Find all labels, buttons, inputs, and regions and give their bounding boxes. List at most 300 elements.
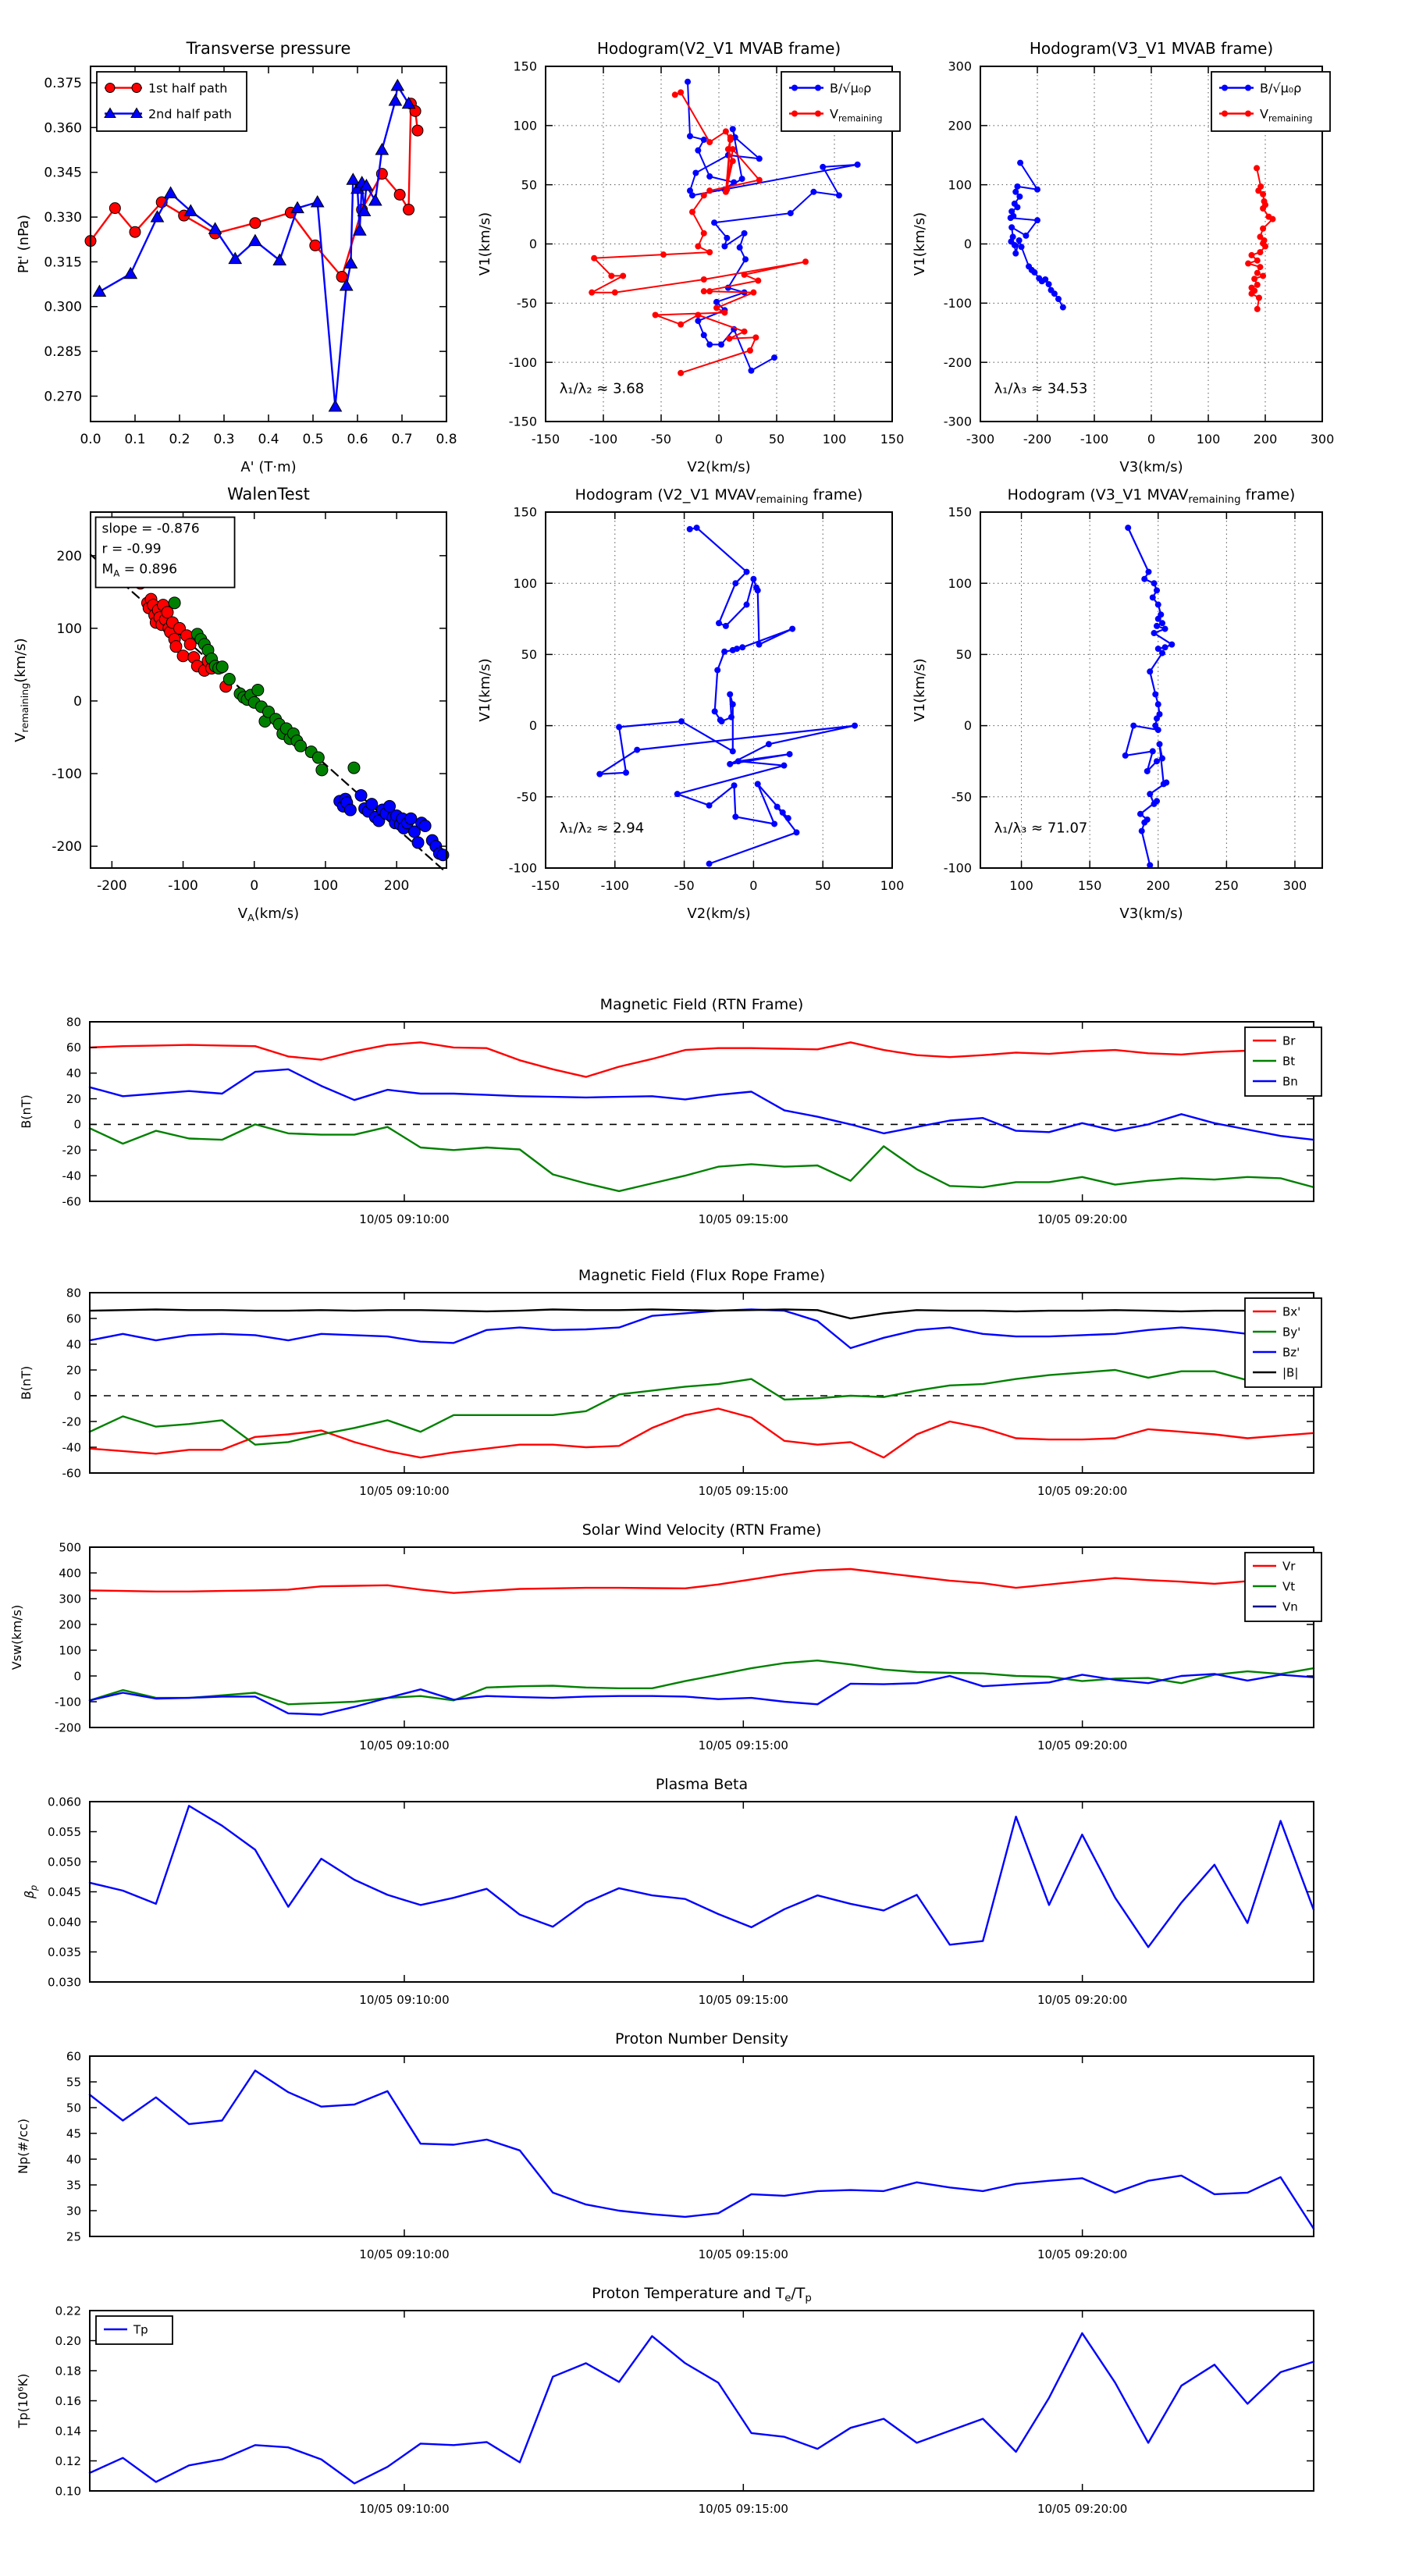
- hodogram_v2_v1_mvab-alfven-speed-marker: [721, 244, 727, 250]
- x-tick-label: 100: [1009, 878, 1033, 893]
- legend-label: Bt: [1282, 1054, 1296, 1069]
- hodogram_v3_v1_mvab-alfven-speed-marker: [1023, 233, 1029, 239]
- axes-frame: [980, 512, 1322, 868]
- hodogram_v2_v1_mvav-v-remaining-marker: [789, 626, 795, 632]
- hodogram_v2_v1_mvab-v-remaining-marker: [730, 158, 736, 164]
- hodogram_v2_v1_mvab-v-remaining-marker: [678, 322, 684, 328]
- y-tick-label: 0: [73, 1389, 81, 1404]
- vsw-legend: [1245, 1553, 1321, 1621]
- hodogram_v2_v1_mvav-v-remaining-marker: [750, 576, 756, 582]
- y-tick-label: 0.285: [44, 344, 82, 361]
- chart-vsw: [8, 1511, 1401, 1784]
- walen_test-middle-third-marker: [316, 764, 328, 776]
- hodogram_v2_v1_mvav-v-remaining-marker: [716, 620, 722, 626]
- x-tick-label: 100: [880, 878, 905, 893]
- hodogram_v2_v1_mvab-v-remaining-marker: [695, 244, 701, 250]
- y-axis-label: Vsw(km/s): [9, 1604, 24, 1670]
- x-tick-label: 0.6: [347, 432, 368, 447]
- hodogram_v3_v1_mvav-v-remaining-marker: [1144, 768, 1151, 774]
- y-tick-label: -100: [508, 354, 537, 370]
- y-tick-label: 0: [73, 693, 82, 710]
- hodogram_v2_v1_mvav-v-remaining-marker: [731, 782, 738, 788]
- y-tick-label: 0.300: [44, 299, 82, 315]
- y-axis-label: $\beta_p$: [22, 1884, 39, 1899]
- y-tick-label: 80: [66, 1015, 81, 1030]
- hodogram_v2_v1_mvav-v-remaining-marker: [774, 804, 781, 810]
- walen_test-last-third-marker: [419, 820, 431, 832]
- hodogram_v2_v1_mvav-v-remaining-marker: [727, 761, 733, 767]
- y-tick-label: -40: [62, 1169, 81, 1183]
- walen_test-middle-third-marker: [216, 661, 228, 673]
- x-tick-label: 10/05 09:10:00: [359, 2247, 450, 2261]
- hodogram_v3_v1_mvab-annotation: λ₁/λ₃ ≈ 34.53: [994, 380, 1088, 397]
- hodogram_v2_v1_mvab-v-remaining-marker: [701, 230, 707, 237]
- tp-legend: [96, 2316, 173, 2344]
- hodogram_v3_v1_mvav-v-remaining-marker: [1159, 756, 1165, 762]
- hodogram_v2_v1_mvab-v-remaining-marker: [660, 251, 667, 258]
- hodogram_v3_v1_mvab-v-remaining-marker: [1254, 258, 1261, 264]
- hodogram_v3_v1_mvab-svg: [902, 16, 1338, 498]
- b_rtn-series-Br: [90, 1042, 1314, 1076]
- x-tick-label: 0.4: [258, 432, 279, 447]
- x-tick-label: 0.2: [169, 432, 190, 447]
- x-tick-label: 300: [1310, 432, 1335, 447]
- hodogram_v2_v1_mvab-alfven-speed-marker: [855, 162, 861, 168]
- walen_test-last-third-marker: [405, 813, 417, 824]
- hodogram_v2_v1_mvab-v-remaining-marker: [701, 192, 707, 198]
- legend-label: B/√μ₀ρ: [830, 80, 872, 96]
- y-tick-label: -150: [508, 414, 537, 429]
- y-tick-label: 40: [66, 1066, 81, 1080]
- hodogram_v2_v1_mvav-v-remaining-marker: [852, 723, 858, 729]
- hodogram_v2_v1_mvab-alfven-speed-marker: [713, 299, 720, 305]
- y-tick-label: 0.345: [44, 165, 82, 181]
- hodogram_v2_v1_mvab-v-remaining-marker: [612, 290, 618, 296]
- y-tick-label: 0: [528, 237, 537, 252]
- legend-marker: [815, 85, 821, 91]
- chart-title: Magnetic Field (Flux Rope Frame): [578, 1267, 826, 1284]
- b_rtn-legend: [1245, 1027, 1321, 1096]
- transverse_pressure-first-half-path-marker: [412, 125, 423, 136]
- hodogram_v2_v1_mvav-v-remaining-marker: [744, 602, 750, 608]
- y-axis-label: V1(km/s): [477, 658, 493, 722]
- hodogram_v2_v1_mvab-v-remaining-marker: [706, 249, 713, 255]
- legend-label: Br: [1282, 1034, 1296, 1048]
- y-tick-label: 200: [948, 118, 972, 133]
- x-axis-label: V3(km/s): [1119, 906, 1183, 922]
- legend-marker: [1245, 85, 1251, 91]
- y-tick-label: 30: [66, 2204, 81, 2218]
- x-tick-label: 200: [1253, 432, 1278, 447]
- y-tick-label: -100: [52, 766, 82, 782]
- y-tick-label: 35: [66, 2178, 81, 2193]
- x-tick-label: 100: [312, 878, 339, 894]
- hodogram_v2_v1_mvab-v-remaining-marker: [756, 177, 763, 183]
- y-tick-label: -20: [62, 1143, 81, 1158]
- hodogram_v3_v1_mvav-v-remaining-marker: [1147, 668, 1153, 674]
- transverse_pressure-first-half-path-marker: [394, 189, 405, 200]
- legend-marker: [791, 111, 798, 117]
- y-axis-label: Pt' (nPa): [16, 214, 32, 274]
- chart-title: Hodogram (V2_V1 $MVAV_{remaining}$ frame): [574, 486, 863, 506]
- hodogram_v3_v1_mvab-v-remaining-marker: [1248, 290, 1254, 297]
- hodogram_v2_v1_mvab-series-v-remaining: [592, 92, 806, 372]
- hodogram_v2_v1_mvab-v-remaining-marker: [608, 272, 614, 279]
- x-tick-label: 100: [1196, 432, 1221, 447]
- y-tick-label: 60: [66, 2049, 81, 2064]
- hodogram_v3_v1_mvab-v-remaining-marker: [1248, 252, 1254, 258]
- y-tick-label: 100: [56, 621, 82, 637]
- hodogram_v3_v1_mvab-v-remaining-marker: [1269, 216, 1275, 222]
- x-tick-label: 200: [383, 878, 410, 894]
- y-tick-label: -100: [508, 860, 537, 876]
- transverse_pressure-second-half-path-marker: [389, 94, 401, 105]
- chart-title: Solar Wind Velocity (RTN Frame): [582, 1521, 822, 1539]
- x-tick-label: 0: [714, 432, 724, 447]
- y-tick-label: 60: [66, 1041, 81, 1055]
- x-tick-label: -200: [1023, 432, 1052, 447]
- y-tick-label: -300: [943, 414, 972, 429]
- y-tick-label: 150: [948, 504, 972, 520]
- y-tick-label: 0.12: [55, 2453, 81, 2468]
- hodogram_v2_v1_mvab-v-remaining-marker: [727, 134, 734, 141]
- walen_test-svg: [12, 462, 462, 945]
- y-axis-label: B(nT): [19, 1094, 34, 1129]
- y-tick-label: -100: [943, 860, 972, 876]
- b_fluxrope-svg: [8, 1257, 1401, 1529]
- y-tick-label: 0: [73, 1117, 81, 1132]
- hodogram_v2_v1_mvab-v-remaining-marker: [701, 288, 707, 294]
- hodogram_v3_v1_mvav-v-remaining-marker: [1147, 791, 1153, 797]
- hodogram_v2_v1_mvab-v-remaining-marker: [752, 334, 759, 340]
- y-axis-label: V1(km/s): [477, 212, 493, 276]
- x-tick-label: -150: [531, 432, 560, 447]
- hodogram_v2_v1_mvav-v-remaining-marker: [714, 667, 720, 673]
- hodogram_v2_v1_mvav-v-remaining-marker: [719, 718, 725, 724]
- walen_test-middle-third-marker: [169, 597, 180, 609]
- chart-title: Hodogram (V3_V1 $MVAV_{remaining}$ frame): [1007, 486, 1296, 506]
- hodogram_v2_v1_mvav-v-remaining-marker: [732, 813, 738, 820]
- hodogram_v2_v1_mvav-v-remaining-marker: [785, 815, 791, 821]
- y-tick-label: 0.16: [55, 2393, 81, 2408]
- hodogram_v2_v1_mvab-v-remaining-marker: [724, 187, 730, 193]
- x-axis-label: $V_A(km/s)$: [237, 906, 300, 923]
- hodogram_v3_v1_mvav-svg: [902, 462, 1338, 945]
- hodogram_v2_v1_mvab-v-remaining-marker: [802, 258, 809, 265]
- hodogram_v3_v1_mvav-v-remaining-marker: [1168, 642, 1175, 648]
- x-axis-label: A' (T·m): [240, 459, 297, 475]
- hodogram_v2_v1_mvav-annotation: λ₁/λ₂ ≈ 2.94: [559, 820, 645, 837]
- y-tick-label: 60: [66, 1311, 81, 1326]
- hodogram_v2_v1_mvav-v-remaining-marker: [780, 809, 786, 816]
- legend-marker: [1222, 111, 1228, 117]
- hodogram_v2_v1_mvav-v-remaining-marker: [721, 649, 727, 655]
- legend-label: By': [1282, 1325, 1301, 1340]
- hodogram_v3_v1_mvav-v-remaining-marker: [1152, 691, 1158, 697]
- chart-b_fluxrope: [8, 1257, 1401, 1529]
- transverse_pressure-second-half-path-marker: [391, 80, 404, 91]
- hodogram_v3_v1_mvab-alfven-speed-marker: [1014, 204, 1020, 210]
- x-tick-label: 10/05 09:10:00: [359, 1738, 450, 1752]
- transverse_pressure-first-half-path-marker: [109, 203, 120, 214]
- hodogram_v3_v1_mvav-v-remaining-marker: [1154, 623, 1160, 629]
- hodogram_v2_v1_mvab-v-remaining-marker: [747, 347, 753, 354]
- hodogram_v3_v1_mvab-v-remaining-marker: [1254, 306, 1261, 312]
- hodogram_v3_v1_mvab-v-remaining-marker: [1257, 264, 1263, 270]
- hodogram_v3_v1_mvab-v-remaining-marker: [1254, 165, 1260, 171]
- hodogram_v3_v1_mvab-alfven-speed-marker: [1016, 237, 1023, 244]
- hodogram_v3_v1_mvav-v-remaining-marker: [1145, 569, 1151, 575]
- y-tick-label: 0.360: [44, 120, 82, 137]
- chart-transverse_pressure: [12, 16, 462, 498]
- hodogram_v2_v1_mvab-alfven-speed-marker: [836, 192, 842, 198]
- chart-title: Transverse pressure: [186, 39, 351, 58]
- chart-np: [8, 2020, 1401, 2293]
- legend-label: Vt: [1282, 1579, 1296, 1594]
- x-tick-label: 10/05 09:10:00: [359, 1484, 450, 1498]
- y-tick-label: 0.045: [48, 1884, 81, 1899]
- hodogram_v2_v1_mvab-alfven-speed-marker: [739, 176, 745, 182]
- x-tick-label: 200: [1146, 878, 1171, 893]
- axes-frame: [546, 512, 892, 868]
- y-axis-label: Tp(10⁶K): [16, 2373, 30, 2428]
- hodogram_v3_v1_mvab-alfven-speed-marker: [1012, 189, 1019, 195]
- hodogram_v2_v1_mvab-v-remaining-marker: [678, 89, 684, 95]
- legend-label: |B|: [1282, 1365, 1299, 1380]
- hodogram_v2_v1_mvav-v-remaining-marker: [728, 714, 735, 720]
- legend-marker: [105, 84, 115, 93]
- x-tick-label: 10/05 09:15:00: [698, 1212, 788, 1226]
- y-tick-label: 50: [521, 177, 537, 193]
- hodogram_v3_v1_mvav-v-remaining-marker: [1155, 727, 1161, 733]
- vsw-series-Vr: [90, 1569, 1314, 1593]
- y-tick-label: 25: [66, 2229, 81, 2244]
- hodogram_v3_v1_mvav-v-remaining-marker: [1137, 811, 1144, 817]
- x-tick-label: -50: [674, 878, 695, 893]
- hodogram_v2_v1_mvav-v-remaining-marker: [687, 526, 693, 532]
- hodogram_v2_v1_mvab-alfven-speed-marker: [706, 173, 713, 180]
- legend-label: Tp: [133, 2322, 148, 2337]
- x-axis-label: V2(km/s): [687, 459, 751, 475]
- legend-label: 1st half path: [148, 80, 228, 96]
- y-tick-label: 0.315: [44, 254, 82, 271]
- x-tick-label: 0.1: [124, 432, 146, 447]
- y-tick-label: 0.060: [48, 1795, 81, 1809]
- hodogram_v3_v1_mvab-alfven-speed-marker: [1034, 217, 1040, 223]
- y-tick-label: -20: [62, 1414, 81, 1429]
- hodogram_v2_v1_mvab-v-remaining-marker: [695, 312, 701, 318]
- walen_test-last-third-marker: [366, 799, 378, 810]
- y-tick-label: 20: [66, 1091, 81, 1106]
- hodogram_v2_v1_mvab-alfven-speed-marker: [742, 230, 748, 237]
- y-tick-label: -200: [943, 354, 972, 370]
- transverse_pressure-series-second-half-path: [99, 86, 408, 407]
- y-tick-label: 0: [528, 718, 537, 734]
- hodogram_v3_v1_mvab-v-remaining-marker: [1245, 261, 1251, 267]
- y-tick-label: 0.270: [44, 389, 82, 405]
- y-tick-label: 100: [59, 1643, 81, 1658]
- tp-svg: [8, 2275, 1401, 2547]
- y-axis-label: Np(#/cc): [16, 2119, 30, 2174]
- y-tick-label: 300: [59, 1592, 81, 1606]
- hodogram_v2_v1_mvav-v-remaining-marker: [623, 770, 629, 776]
- hodogram_v2_v1_mvav-series-v-remaining: [599, 528, 855, 863]
- chart-title: Plasma Beta: [655, 1776, 749, 1793]
- x-tick-label: 10/05 09:15:00: [698, 1484, 788, 1498]
- axes-frame: [90, 1802, 1314, 1982]
- x-tick-label: 10/05 09:20:00: [1037, 1738, 1128, 1752]
- hodogram_v2_v1_mvav-v-remaining-marker: [723, 623, 729, 629]
- transverse_pressure-second-half-path-marker: [369, 194, 382, 205]
- hodogram_v2_v1_mvab-v-remaining-marker: [706, 187, 713, 194]
- axes-frame: [90, 1547, 1314, 1727]
- x-tick-label: 0: [1147, 432, 1156, 447]
- walen_test-last-third-marker: [355, 789, 367, 801]
- x-tick-label: 10/05 09:10:00: [359, 1212, 450, 1226]
- hodogram_v3_v1_mvav-v-remaining-marker: [1150, 594, 1156, 600]
- hodogram_v2_v1_mvav-v-remaining-marker: [616, 724, 622, 730]
- walen_test-first-third-marker: [177, 650, 189, 662]
- vsw-series-Vn: [90, 1674, 1314, 1714]
- hodogram_v2_v1_mvab-v-remaining-marker: [701, 276, 707, 283]
- y-tick-label: 55: [66, 2075, 81, 2090]
- hodogram_v2_v1_mvab-v-remaining-marker: [689, 209, 695, 215]
- hodogram_v2_v1_mvab-alfven-speed-marker: [701, 332, 707, 338]
- legend-marker: [791, 85, 798, 91]
- hodogram_v2_v1_mvab-v-remaining-marker: [726, 336, 732, 342]
- y-tick-label: 0.10: [55, 2484, 81, 2499]
- hodogram_v2_v1_mvav-v-remaining-marker: [732, 580, 738, 586]
- y-tick-label: 0.375: [44, 75, 82, 91]
- hodogram_v2_v1_mvab-alfven-speed-marker: [695, 318, 701, 324]
- hodogram_v2_v1_mvab-alfven-speed-marker: [748, 368, 754, 374]
- legend-label: Bn: [1282, 1074, 1298, 1089]
- hodogram_v3_v1_mvav-v-remaining-marker: [1155, 701, 1161, 707]
- transverse_pressure-first-half-path-marker: [130, 226, 140, 237]
- legend-label: Vn: [1282, 1599, 1298, 1614]
- y-tick-label: -50: [516, 295, 537, 311]
- y-tick-label: -200: [54, 1720, 81, 1735]
- y-tick-label: 0.040: [48, 1915, 81, 1930]
- hodogram_v3_v1_mvab-v-remaining-marker: [1260, 205, 1266, 212]
- hodogram_v2_v1_mvab-v-remaining-marker: [750, 290, 756, 296]
- hodogram_v3_v1_mvab-alfven-speed-marker: [1046, 281, 1052, 287]
- chart-hodogram_v3_v1_mvav: [902, 462, 1338, 945]
- hodogram_v3_v1_mvav-v-remaining-marker: [1162, 626, 1168, 632]
- hodogram_v2_v1_mvav-v-remaining-marker: [730, 701, 736, 707]
- axes-frame: [90, 2311, 1314, 2491]
- y-tick-label: 0.14: [55, 2424, 81, 2439]
- hodogram_v3_v1_mvav-v-remaining-marker: [1154, 798, 1160, 804]
- chart-hodogram_v2_v1_mvab: [468, 16, 908, 498]
- chart-b_rtn: [8, 986, 1401, 1258]
- hodogram_v2_v1_mvab-v-remaining-marker: [721, 309, 727, 315]
- x-tick-label: 150: [1077, 878, 1102, 893]
- hodogram_v3_v1_mvab-v-remaining-marker: [1254, 282, 1261, 288]
- hodogram_v2_v1_mvab-v-remaining-marker: [706, 288, 713, 294]
- y-tick-label: -50: [951, 789, 972, 805]
- y-tick-label: -100: [943, 295, 972, 311]
- hodogram_v3_v1_mvab-v-remaining-marker: [1262, 244, 1268, 250]
- hodogram_v2_v1_mvav-v-remaining-marker: [766, 741, 772, 747]
- hodogram_v3_v1_mvab-alfven-speed-marker: [1051, 290, 1058, 297]
- legend-label: $V_{remaining}$: [1260, 106, 1313, 124]
- stats-line: slope = -0.876: [101, 521, 200, 537]
- y-tick-label: 100: [513, 575, 537, 591]
- vsw-svg: [8, 1511, 1401, 1784]
- chart-title: WalenTest: [227, 485, 310, 503]
- legend-label: $V_{remaining}$: [830, 106, 883, 124]
- hodogram_v2_v1_mvav-v-remaining-marker: [730, 748, 736, 754]
- hodogram_v2_v1_mvab-v-remaining-marker: [723, 128, 729, 134]
- y-tick-label: 500: [59, 1540, 81, 1555]
- transverse_pressure-second-half-path-marker: [209, 222, 222, 233]
- hodogram_v2_v1_mvab-alfven-speed-marker: [742, 256, 749, 262]
- walen_test-middle-third-marker: [223, 674, 235, 685]
- hodogram_v2_v1_mvav-v-remaining-marker: [793, 829, 799, 835]
- hodogram_v2_v1_mvab-alfven-speed-marker: [737, 244, 743, 251]
- x-tick-label: 300: [1282, 878, 1307, 893]
- hodogram_v2_v1_mvab-alfven-speed-marker: [706, 341, 713, 347]
- x-axis-label: V3(km/s): [1119, 459, 1183, 475]
- legend-label: Bx': [1282, 1304, 1301, 1319]
- beta-series-beta-p: [90, 1806, 1314, 1947]
- legend-marker: [815, 111, 821, 117]
- hodogram_v3_v1_mvab-alfven-speed-marker: [1012, 251, 1019, 257]
- walen_test-first-third-marker: [184, 639, 196, 650]
- x-tick-label: 0.8: [436, 432, 457, 447]
- y-tick-label: -100: [54, 1695, 81, 1710]
- hodogram_v2_v1_mvav-v-remaining-marker: [755, 781, 761, 787]
- chart-tp: [8, 2275, 1401, 2547]
- chart-title: Proton Temperature and $T_e/T_p$: [592, 2285, 812, 2304]
- y-axis-label: $V_{remaining}(km/s)$: [12, 638, 30, 742]
- hodogram_v2_v1_mvab-v-remaining-marker: [591, 255, 597, 262]
- transverse_pressure-second-half-path-marker: [311, 196, 324, 207]
- y-tick-label: 150: [513, 504, 537, 520]
- x-tick-label: 0.5: [302, 432, 324, 447]
- hodogram_v3_v1_mvav-v-remaining-marker: [1154, 587, 1160, 593]
- x-tick-label: 10/05 09:15:00: [698, 2247, 788, 2261]
- hodogram_v3_v1_mvav-v-remaining-marker: [1163, 780, 1169, 786]
- transverse_pressure-second-half-path-marker: [329, 400, 342, 411]
- y-tick-label: 0: [73, 1669, 81, 1684]
- chart-title: Proton Number Density: [615, 2030, 788, 2048]
- hodogram_v2_v1_mvab-alfven-speed-marker: [724, 235, 730, 241]
- transverse_pressure-second-half-path-marker: [375, 144, 388, 155]
- x-tick-label: 10/05 09:15:00: [698, 1738, 788, 1752]
- y-tick-label: 80: [66, 1286, 81, 1300]
- x-tick-label: 10/05 09:15:00: [698, 2502, 788, 2516]
- x-tick-label: -200: [97, 878, 127, 894]
- hodogram_v2_v1_mvab-alfven-speed-marker: [756, 155, 763, 162]
- y-tick-label: 0.055: [48, 1824, 81, 1839]
- y-tick-label: 400: [59, 1566, 81, 1581]
- walen_test-last-third-marker: [344, 804, 356, 816]
- x-tick-label: 250: [1215, 878, 1239, 893]
- hodogram_v3_v1_mvav-v-remaining-marker: [1141, 820, 1147, 826]
- hodogram_v3_v1_mvav-v-remaining-marker: [1151, 630, 1158, 636]
- transverse_pressure-second-half-path-marker: [165, 187, 177, 198]
- hodogram_v2_v1_mvab-annotation: λ₁/λ₂ ≈ 3.68: [559, 380, 645, 397]
- b_fluxrope-series-Bx-prime: [90, 1409, 1314, 1458]
- hodogram_v3_v1_mvav-v-remaining-marker: [1141, 576, 1147, 582]
- y-tick-label: 200: [59, 1617, 81, 1632]
- x-tick-label: 10/05 09:10:00: [359, 2502, 450, 2516]
- y-tick-label: 40: [66, 1337, 81, 1352]
- walen_test-last-third-marker: [412, 837, 424, 849]
- transverse_pressure-first-half-path-marker: [250, 218, 261, 229]
